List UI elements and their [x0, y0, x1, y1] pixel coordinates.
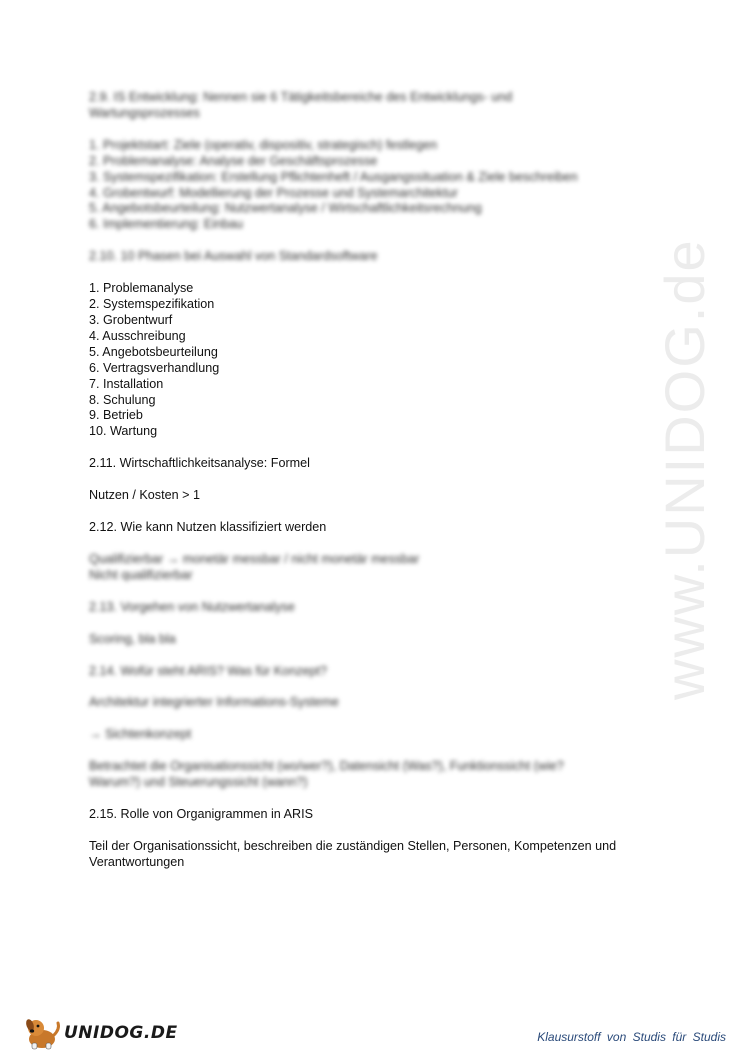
list-item: 3. Systemspezifikation: Erstellung Pflichtenheft / Ausgangssituation & Ziele beschreiben — [89, 169, 578, 184]
document-body — [89, 90, 669, 871]
paragraph-text: Qualifizierbar → monetär messbar / nicht monetär messbar — [89, 551, 420, 566]
logo-text: UNIDOG.DE — [64, 1023, 178, 1043]
paragraph-text: → Sichtenkonzept — [89, 727, 192, 742]
list-item: 3. Grobentwurf — [89, 312, 173, 327]
section-heading: 2.15. Rolle von Organigrammen in ARIS — [89, 807, 313, 822]
paragraph-text: Architektur integrierter Informations-Systeme — [89, 695, 339, 710]
section-heading: 2.10. 10 Phasen bei Auswahl von Standardsoftware — [89, 249, 378, 264]
dog-mascot-icon — [22, 1015, 62, 1051]
formula-text: Nutzen / Kosten > 1 — [89, 488, 200, 503]
list-item: 6. Vertragsverhandlung — [89, 360, 220, 375]
paragraph-text: Scoring, bla bla — [89, 631, 176, 646]
list-item: 9. Betrieb — [89, 408, 143, 423]
list-item: 5. Angebotsbeurteilung: Nutzwertanalyse / Wirtschaftlichkeitsrechnung — [89, 201, 482, 216]
section-heading-continued: Wartungsprozesses — [89, 105, 200, 120]
list-item: 5. Angebotsbeurteilung — [89, 344, 218, 359]
section-heading: 2.13. Vorgehen von Nutzwertanalyse — [89, 599, 295, 614]
list-item: 6. Implementierung: Einbau — [89, 217, 244, 232]
blurred-section-2-12-to-2-14 — [89, 552, 669, 791]
list-item: 7. Installation — [89, 376, 164, 391]
list-item: 4. Ausschreibung — [89, 328, 186, 343]
paragraph-text: Warum?) und Steuerungssicht (wann?) — [89, 775, 308, 790]
paragraph-text: Teil der Organisationssicht, beschreiben die zuständigen Stellen, Personen, Kompetenzen und Verantwortungen — [89, 839, 617, 869]
list-item: 4. Grobentwurf: Modellierung der Prozesse und Systemarchitektur — [89, 185, 458, 200]
watermark-text: www.UNIDOG.de — [653, 238, 716, 700]
section-heading: 2.11. Wirtschaftlichkeitsanalyse: Formel — [89, 456, 310, 471]
section-heading: 2.14. Wofür steht ARIS? Was für Konzept? — [89, 663, 328, 678]
list-item: 1. Projektstart: Ziele (operativ, dispositiv, strategisch) festlegen — [89, 137, 438, 152]
section-heading: 2.9. IS Entwicklung: Nennen sie 6 Tätigkeitsbereiche des Entwicklungs- und — [89, 90, 513, 104]
paragraph-text: Nicht qualifizierbar — [89, 567, 193, 582]
list-item: 8. Schulung — [89, 392, 156, 407]
list-item: 2. Systemspezifikation — [89, 297, 215, 312]
footer-tagline: Klausurstoff von Studis für Studis — [537, 1030, 726, 1044]
paragraph-text: Betrachtet die Organisationssicht (wo/wer?), Datensicht (Was?), Funktionssicht (wie? — [89, 759, 564, 774]
unidog-logo[interactable] — [22, 1014, 178, 1052]
phases-list — [89, 281, 669, 440]
list-item: 2. Problemanalyse: Analyse der Geschäftsprozesse — [89, 153, 378, 168]
list-item: 1. Problemanalyse — [89, 281, 194, 296]
blurred-section-2-9 — [89, 90, 669, 265]
list-item: 10. Wartung — [89, 424, 158, 439]
section-heading: 2.12. Wie kann Nutzen klassifiziert werden — [89, 520, 327, 535]
